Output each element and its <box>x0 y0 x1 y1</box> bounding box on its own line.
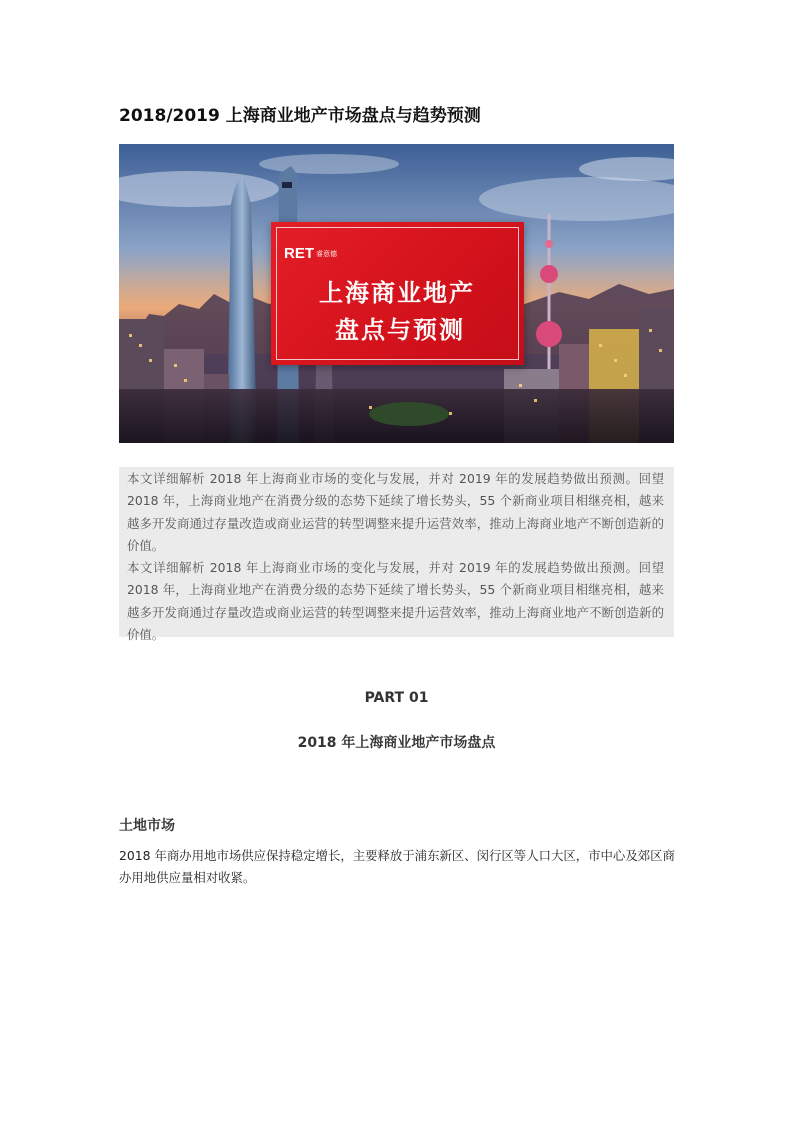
logo-subtext: 睿意德 <box>316 251 337 258</box>
banner-title-line2: 盘点与预测 <box>335 315 465 344</box>
title-banner <box>271 222 524 365</box>
ret-logo <box>284 245 337 262</box>
body-paragraph: 2018 年商办用地市场供应保持稳定增长，主要释放于浦东新区、闵行区等人口大区，市中心及郊区商办用地供应量相对收紧。 <box>119 848 675 885</box>
abstract-paragraph: 本文详细解析 2018 年上海商业市场的变化与发展，并对 2019 年的发展趋势做出预测。回望 2018 年，上海商业地产在消费分级的态势下延续了增长势头，55 个新商业项目相继亮相，越来越多开发商通过存量改造或商业运营的转型调整来提升运营效率，推动上海商业地产不断创造新的价值。 <box>127 560 664 643</box>
hero-image <box>119 144 674 443</box>
abstract-box <box>119 467 674 643</box>
abstract-paragraph: 本文详细解析 2018 年上海商业市场的变化与发展，并对 2019 年的发展趋势做出预测。回望 2018 年，上海商业地产在消费分级的态势下延续了增长势头，55 个新商业项目相继亮相，越来越多开发商通过存量改造或商业运营的转型调整来提升运营效率，推动上海商业地产不断创造新的价值。 <box>127 471 664 553</box>
part-label: PART 01 <box>364 690 429 706</box>
document-title: 2018/2019 上海商业地产市场盘点与趋势预测 <box>119 106 481 126</box>
banner-title-line1: 上海商业地产 <box>319 278 475 307</box>
logo-text: RET <box>284 245 314 262</box>
section-title: 2018 年上海商业地产市场盘点 <box>297 735 496 751</box>
subsection-heading: 土地市场 <box>119 818 175 834</box>
